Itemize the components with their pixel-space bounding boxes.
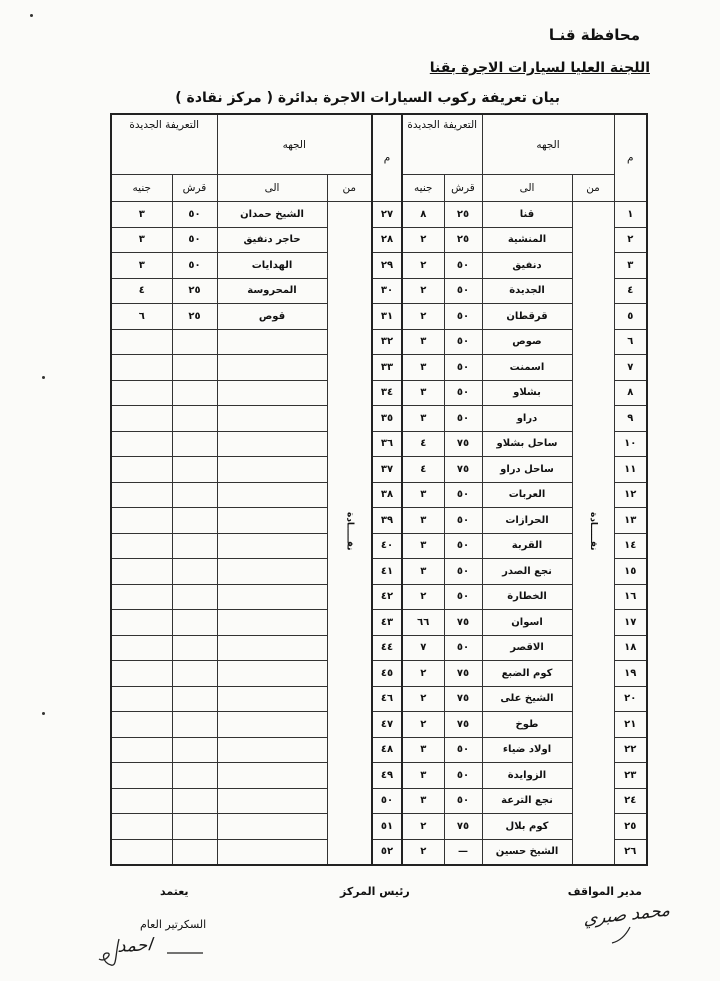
destination [217, 457, 327, 483]
destination: الهدايات [217, 253, 327, 279]
header-from: من [327, 175, 372, 202]
tariff-piaster [172, 763, 217, 789]
row-number: ٢٨ [372, 227, 402, 253]
destination [217, 686, 327, 712]
tariff-piaster [172, 610, 217, 636]
table-row [111, 839, 647, 865]
tariff-piaster: ٧٥ [444, 661, 482, 687]
header-direction: الجهه [217, 114, 372, 175]
row-number: ٥٢ [372, 839, 402, 865]
row-number: ٣١ [372, 304, 402, 330]
tariff-pound: ٤ [402, 457, 444, 483]
table-row [111, 355, 647, 381]
row-number: ٣ [614, 253, 647, 279]
destination [217, 814, 327, 840]
governorate-heading: محافظة قنـا [548, 26, 640, 44]
tariff-piaster [172, 380, 217, 406]
tariff-pound [111, 737, 172, 763]
secretary-general-label: السكرتير العام [140, 918, 207, 931]
tariff-piaster: ٥٠ [444, 584, 482, 610]
header-piaster: قرش [444, 175, 482, 202]
table-row [111, 712, 647, 738]
tariff-pound [111, 406, 172, 432]
table-row [111, 278, 647, 304]
tariff-piaster: ٢٥ [172, 304, 217, 330]
destination [217, 508, 327, 534]
row-number: ٥١ [372, 814, 402, 840]
tariff-piaster: ٢٥ [172, 278, 217, 304]
tariff-pound: ٣ [402, 508, 444, 534]
header-no: م [372, 114, 402, 202]
header-from: من [572, 175, 614, 202]
scan-speck [30, 14, 33, 17]
destination [217, 533, 327, 559]
tariff-piaster [172, 508, 217, 534]
row-number: ١٤ [614, 533, 647, 559]
destination: قنا [482, 202, 572, 228]
table-row [111, 788, 647, 814]
destination: الخطارة [482, 584, 572, 610]
tariff-piaster [172, 431, 217, 457]
tariff-pound: ٣ [111, 202, 172, 228]
tariff-piaster [172, 533, 217, 559]
scan-speck [42, 712, 45, 715]
tariff-piaster [172, 329, 217, 355]
destination [217, 610, 327, 636]
destination: طوخ [482, 712, 572, 738]
destination [217, 482, 327, 508]
destination: الاقصر [482, 635, 572, 661]
row-number: ١٣ [614, 508, 647, 534]
row-number: ٤٧ [372, 712, 402, 738]
header-to: الى [217, 175, 327, 202]
destination: الجديدة [482, 278, 572, 304]
table-row [111, 814, 647, 840]
tariff-pound [111, 661, 172, 687]
tariff-piaster: ٥٠ [444, 278, 482, 304]
tariff-pound: ٤ [402, 431, 444, 457]
tariff-piaster: ٥٠ [172, 202, 217, 228]
tariff-table [110, 113, 648, 866]
row-number: ٢٤ [614, 788, 647, 814]
tariff-piaster: ٥٠ [444, 355, 482, 381]
destination: حاجر دنفيق [217, 227, 327, 253]
row-number: ٦ [614, 329, 647, 355]
from-cell [327, 202, 372, 866]
tariff-pound: ٣ [402, 559, 444, 585]
document-title: بيان تعريفة ركوب السيارات الاجرة بدائرة ( مركز نقادة ) [175, 90, 560, 106]
manager-signature-flourish [600, 925, 640, 945]
tariff-piaster: ٥٠ [444, 406, 482, 432]
tariff-piaster: ٥٠ [444, 533, 482, 559]
row-number: ٥٠ [372, 788, 402, 814]
tariff-pound: ٣ [402, 763, 444, 789]
tariff-pound: ٣ [402, 737, 444, 763]
destination [217, 431, 327, 457]
tariff-pound [111, 635, 172, 661]
tariff-pound [111, 559, 172, 585]
tariff-pound: ٣ [402, 355, 444, 381]
tariff-piaster: ٥٠ [444, 559, 482, 585]
tariff-pound: ٣ [402, 482, 444, 508]
destination: الشيخ حمدان [217, 202, 327, 228]
tariff-piaster: ٥٠ [444, 788, 482, 814]
tariff-pound [111, 508, 172, 534]
row-number: ٤٤ [372, 635, 402, 661]
row-number: ٣٤ [372, 380, 402, 406]
destination [217, 737, 327, 763]
tariff-pound: ٢ [402, 661, 444, 687]
destination [217, 788, 327, 814]
row-number: ١٩ [614, 661, 647, 687]
table-row [111, 431, 647, 457]
table-row [111, 380, 647, 406]
destination [217, 635, 327, 661]
tariff-piaster: ٥٠ [172, 227, 217, 253]
tariff-pound: ٢ [402, 584, 444, 610]
row-number: ٢٣ [614, 763, 647, 789]
center-head-label: رئيس المركز [340, 885, 410, 898]
row-number: ٣٩ [372, 508, 402, 534]
tariff-pound [111, 431, 172, 457]
table-row [111, 253, 647, 279]
destination: ساحل دراو [482, 457, 572, 483]
tariff-pound [111, 584, 172, 610]
tariff-piaster: ٥٠ [444, 253, 482, 279]
row-number: ٣٥ [372, 406, 402, 432]
row-number: ٤ [614, 278, 647, 304]
header-no: م [614, 114, 647, 202]
destination: صوص [482, 329, 572, 355]
destination: نجع الترعة [482, 788, 572, 814]
row-number: ٢٩ [372, 253, 402, 279]
table-row [111, 457, 647, 483]
tariff-piaster [172, 559, 217, 585]
destination: نجع الصدر [482, 559, 572, 585]
destination: المحروسة [217, 278, 327, 304]
destination [217, 839, 327, 865]
tariff-pound: ٣ [402, 380, 444, 406]
header-new-tariff: التعريفة الجديدة [111, 114, 217, 175]
tariff-pound: ٤ [111, 278, 172, 304]
row-number: ٩ [614, 406, 647, 432]
row-number: ٢٦ [614, 839, 647, 865]
table-row [111, 635, 647, 661]
tariff-piaster: ٥٠ [444, 482, 482, 508]
destination: العربات [482, 482, 572, 508]
table-row [111, 584, 647, 610]
destination: الشيخ حسين [482, 839, 572, 865]
table-row [111, 202, 647, 228]
destination: الحرازات [482, 508, 572, 534]
tariff-piaster [172, 737, 217, 763]
row-number: ١٧ [614, 610, 647, 636]
tariff-piaster: ٥٠ [444, 380, 482, 406]
tariff-pound [111, 686, 172, 712]
table-row [111, 304, 647, 330]
destination: اولاد ضياء [482, 737, 572, 763]
tariff-pound [111, 814, 172, 840]
tariff-piaster: ٧٥ [444, 610, 482, 636]
tariff-pound: ٣ [402, 329, 444, 355]
tariff-pound: ٣ [111, 253, 172, 279]
row-number: ٣٨ [372, 482, 402, 508]
destination: اسوان [482, 610, 572, 636]
table-row [111, 329, 647, 355]
destination [217, 406, 327, 432]
destination: الزوايدة [482, 763, 572, 789]
row-number: ٣٦ [372, 431, 402, 457]
approved-label: يعتمد [160, 885, 189, 898]
tariff-pound: ٢ [402, 712, 444, 738]
tariff-pound: ٢ [402, 814, 444, 840]
destination: بشلاو [482, 380, 572, 406]
table-row [111, 482, 647, 508]
tariff-pound [111, 533, 172, 559]
destination: دراو [482, 406, 572, 432]
row-number: ٣٣ [372, 355, 402, 381]
tariff-pound: ٢ [402, 278, 444, 304]
secretary-signature-stroke [165, 948, 205, 958]
tariff-piaster [172, 406, 217, 432]
row-number: ١٢ [614, 482, 647, 508]
row-number: ٤٦ [372, 686, 402, 712]
tariff-piaster: ٥٠ [444, 635, 482, 661]
row-number: ٤٥ [372, 661, 402, 687]
destination: المنشية [482, 227, 572, 253]
secretary-signature: احمد [116, 935, 154, 957]
destination: القربة [482, 533, 572, 559]
tariff-piaster: — [444, 839, 482, 865]
tariff-piaster: ٧٥ [444, 457, 482, 483]
tariff-piaster [172, 839, 217, 865]
header-new-tariff: التعريفة الجديدة [402, 114, 482, 175]
destination: كوم الضبع [482, 661, 572, 687]
row-number: ٢٧ [372, 202, 402, 228]
tariff-pound: ٨ [402, 202, 444, 228]
destination: ساحل بشلاو [482, 431, 572, 457]
tariff-pound: ٣ [111, 227, 172, 253]
parking-manager-label: مدير المواقف [567, 885, 642, 898]
tariff-pound [111, 482, 172, 508]
row-number: ٤٨ [372, 737, 402, 763]
tariff-pound: ٢ [402, 686, 444, 712]
destination: قوص [217, 304, 327, 330]
tariff-piaster [172, 457, 217, 483]
tariff-pound: ٢ [402, 253, 444, 279]
tariff-pound [111, 763, 172, 789]
header-pound: جنيه [402, 175, 444, 202]
tariff-piaster: ٥٠ [444, 737, 482, 763]
tariff-piaster: ٧٥ [444, 712, 482, 738]
row-number: ٣٢ [372, 329, 402, 355]
from-value: نقـــــادة [588, 512, 598, 551]
row-number: ١٦ [614, 584, 647, 610]
tariff-pound: ٢ [402, 227, 444, 253]
row-number: ٢١ [614, 712, 647, 738]
header-to: الى [482, 175, 572, 202]
row-number: ٣٠ [372, 278, 402, 304]
row-number: ١١ [614, 457, 647, 483]
tariff-pound: ٢ [402, 304, 444, 330]
row-number: ٣٧ [372, 457, 402, 483]
tariff-pound [111, 329, 172, 355]
tariff-piaster: ٢٥ [444, 202, 482, 228]
row-number: ٢ [614, 227, 647, 253]
tariff-piaster [172, 686, 217, 712]
row-number: ٤٩ [372, 763, 402, 789]
destination [217, 329, 327, 355]
row-number: ١٥ [614, 559, 647, 585]
row-number: ٤٣ [372, 610, 402, 636]
manager-signature: محمد صبري [582, 900, 671, 930]
tariff-piaster [172, 635, 217, 661]
tariff-piaster: ٢٥ [444, 227, 482, 253]
table-row [111, 227, 647, 253]
from-cell [572, 202, 614, 866]
destination: قرقطان [482, 304, 572, 330]
destination: اسمنت [482, 355, 572, 381]
tariff-piaster: ٧٥ [444, 431, 482, 457]
committee-heading: اللجنة العليا لسيارات الاجرة بقنا [429, 60, 650, 76]
row-number: ٨ [614, 380, 647, 406]
destination [217, 559, 327, 585]
table-row [111, 508, 647, 534]
tariff-pound: ٢ [402, 839, 444, 865]
tariff-pound [111, 788, 172, 814]
table-row [111, 763, 647, 789]
tariff-pound: ٣ [402, 406, 444, 432]
tariff-pound: ٦ [111, 304, 172, 330]
table-row [111, 559, 647, 585]
tariff-pound: ٣ [402, 533, 444, 559]
tariff-piaster [172, 814, 217, 840]
tariff-pound [111, 355, 172, 381]
tariff-pound [111, 457, 172, 483]
table-row [111, 406, 647, 432]
tariff-piaster [172, 482, 217, 508]
destination [217, 584, 327, 610]
row-number: ٤١ [372, 559, 402, 585]
tariff-pound [111, 610, 172, 636]
tariff-piaster: ٧٥ [444, 814, 482, 840]
destination [217, 712, 327, 738]
destination: دنفيق [482, 253, 572, 279]
row-number: ٢٥ [614, 814, 647, 840]
table-row [111, 533, 647, 559]
tariff-pound [111, 839, 172, 865]
tariff-piaster [172, 712, 217, 738]
tariff-piaster: ٧٥ [444, 686, 482, 712]
tariff-piaster: ٥٠ [172, 253, 217, 279]
row-number: ٢٢ [614, 737, 647, 763]
destination: كوم بلال [482, 814, 572, 840]
table-row [111, 610, 647, 636]
tariff-pound: ٣ [402, 788, 444, 814]
header-direction: الجهه [482, 114, 614, 175]
destination [217, 661, 327, 687]
tariff-piaster [172, 661, 217, 687]
destination [217, 380, 327, 406]
header-pound: جنيه [111, 175, 172, 202]
tariff-piaster [172, 788, 217, 814]
destination [217, 355, 327, 381]
secretary-signature-flourish [95, 935, 125, 973]
tariff-piaster [172, 355, 217, 381]
row-number: ١٠ [614, 431, 647, 457]
tariff-piaster [172, 584, 217, 610]
tariff-pound [111, 380, 172, 406]
tariff-piaster: ٥٠ [444, 763, 482, 789]
scan-speck [42, 376, 45, 379]
tariff-pound: ٦٦ [402, 610, 444, 636]
row-number: ٤٢ [372, 584, 402, 610]
row-number: ١٨ [614, 635, 647, 661]
tariff-pound: ٧ [402, 635, 444, 661]
tariff-pound [111, 712, 172, 738]
destination: الشيخ على [482, 686, 572, 712]
from-value: نقـــــادة [344, 512, 355, 551]
header-piaster: قرش [172, 175, 217, 202]
tariff-piaster: ٥٠ [444, 508, 482, 534]
table-row [111, 686, 647, 712]
tariff-piaster: ٥٠ [444, 329, 482, 355]
table-row [111, 737, 647, 763]
destination [217, 763, 327, 789]
table-row [111, 661, 647, 687]
row-number: ١ [614, 202, 647, 228]
row-number: ٤٠ [372, 533, 402, 559]
row-number: ٧ [614, 355, 647, 381]
row-number: ٥ [614, 304, 647, 330]
row-number: ٢٠ [614, 686, 647, 712]
tariff-piaster: ٥٠ [444, 304, 482, 330]
